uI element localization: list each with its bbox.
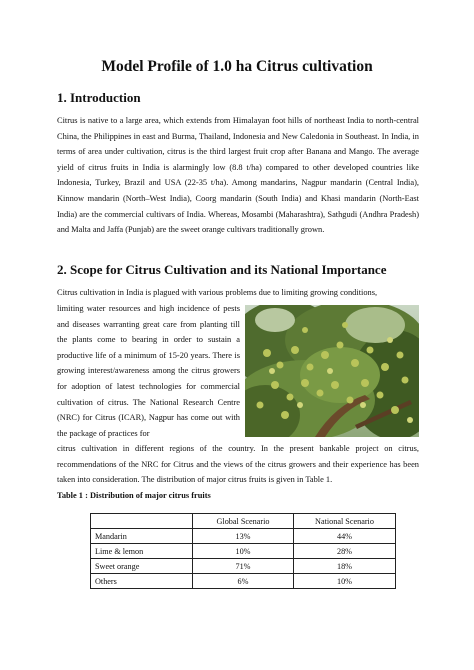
table-cell: Mandarin [91,529,193,544]
scope-paragraph-wrapped: limiting water resources and high incidence of pests and diseases warranting great care from planting till the plants come to bearing in order to sustain a productive life of a minimum of 15-20 years. There is growing interest/awareness among the citrus growers for adoption of latest technologies for commercial cultivation of citrus. The National Research Centre (NRC) for Citrus (ICAR), Nagpur has come out with the package of practices for [57,304,240,438]
table-cell: Others [91,574,193,589]
table-header-cell: Global Scenario [193,514,294,529]
table-row [91,559,396,574]
table-row [91,544,396,559]
table-cell: 6% [193,574,294,589]
table-row [91,574,396,589]
scope-paragraph-first-line: Citrus cultivation in India is plagued with various problems due to limiting growing conditions, [57,288,378,297]
table-header-cell [91,514,193,529]
introduction-paragraph: Citrus is native to a large area, which extends from Himalayan foot hills of northeast India to north-central China, the Philippines in east and Burma, Thailand, Indonesia and New Caledonia in Southeast. In India, in terms of area under cultivation, citrus is the third largest fruit crop after Banana and Mango. The average yield of citrus fruits in India is alarmingly low (8.8 t/ha) compared to other developed countries like Indonesia, Turkey, Brazil and USA (22-35 t/ha). Among mandarins, Nagpur mandarin (Central India), Kinnow mandarin (North–West India), Coorg mandarin (South India) and Khasi mandarin (North-East India) are the commercial cultivars of India. Whereas, Mosambi (Maharashtra), Sathgudi (Andhra Pradesh) and Malta and Jaffa (Punjab) are the sweet orange cultivars traditionally grown. [57,116,419,235]
table-caption: Table 1 : Distribution of major citrus fruits [57,491,211,500]
table-header-row [91,514,396,529]
table-cell: 10% [294,574,396,589]
table-cell: 10% [193,544,294,559]
citrus-distribution-table [90,513,396,589]
section-heading-introduction: 1. Introduction [57,90,141,105]
table-cell: 71% [193,559,294,574]
table-cell: 28% [294,544,396,559]
table-cell: 44% [294,529,396,544]
table-row [91,529,396,544]
citrus-tree-photo [245,305,419,437]
table-cell: 13% [193,529,294,544]
table-cell: Lime & lemon [91,544,193,559]
table-cell: Sweet orange [91,559,193,574]
section-heading-scope: 2. Scope for Citrus Cultivation and its National Importance [57,262,387,277]
scope-paragraph-continued: citrus cultivation in different regions of the country. In the present bankable project on citrus, recommendations of the NRC for Citrus and the views of the citrus growers and their experience has been taken into consideration. The distribution of major citrus fruits is given in Table 1. [57,444,419,485]
table-cell: 18% [294,559,396,574]
table-header-cell: National Scenario [294,514,396,529]
page-title: Model Profile of 1.0 ha Citrus cultivation [101,58,373,75]
